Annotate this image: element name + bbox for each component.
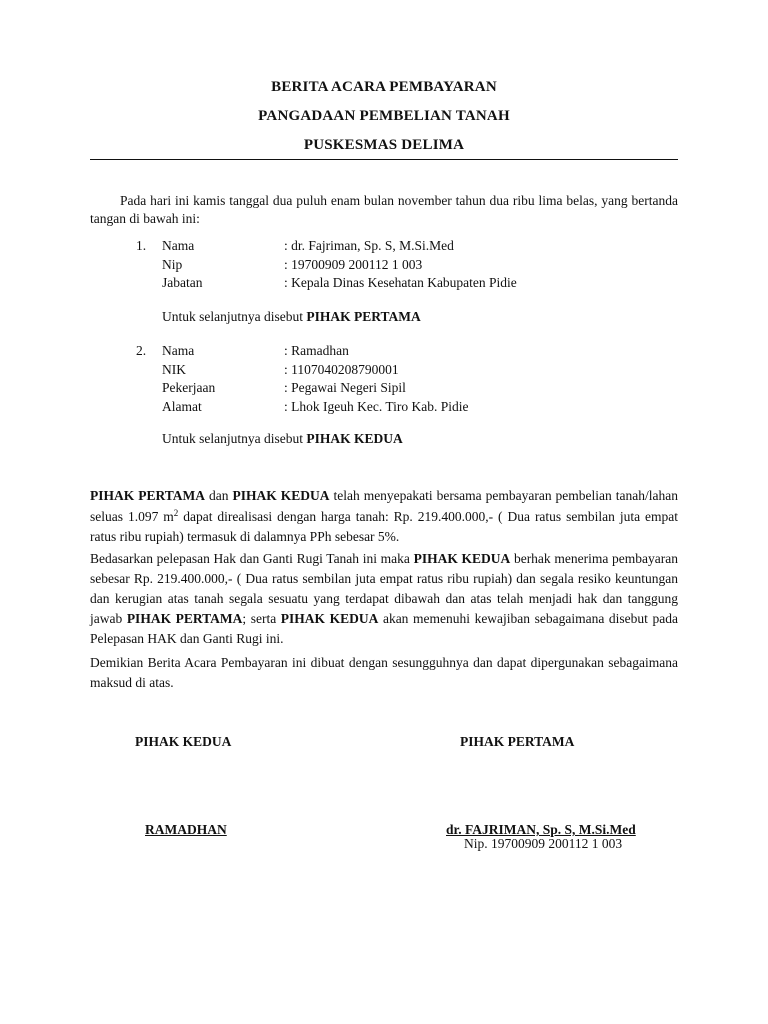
party-two-value-pekerjaan: : Pegawai Negeri Sipil [284, 380, 406, 395]
signature-nip-right: Nip. 19700909 200112 1 003 [464, 836, 623, 851]
document-title-line1: BERITA ACARA PEMBAYARAN [271, 79, 497, 95]
signature-name-right: dr. FAJRIMAN, Sp. S, M.Si.Med [446, 822, 636, 837]
party-two-label-alamat: Alamat [162, 398, 202, 414]
party-one-designation-text: Untuk selanjutnya disebut [162, 309, 307, 324]
agreement-party-one: PIHAK PERTAMA [90, 488, 206, 503]
party-two-value-name: : Ramadhan [284, 343, 349, 358]
party-two-value-alamat: : Lhok Igeuh Kec. Tiro Kab. Pidie [284, 398, 469, 414]
signature-name-left: RAMADHAN [145, 822, 227, 837]
party-two-value-nik: : 1107040208790001 [284, 361, 399, 377]
party-two-label-pekerjaan: Pekerjaan [162, 380, 216, 395]
signature-heading-left: PIHAK KEDUA [135, 734, 232, 749]
intro-paragraph: Pada hari ini kamis tanggal dua puluh enam bulan november tahun dua ribu lima belas, yang bertanda tangan di bawah ini: [90, 193, 678, 226]
party-one-label-jabatan: Jabatan [162, 275, 203, 290]
basis-party-one: PIHAK PERTAMA [126, 611, 243, 626]
party-one-value-name: : dr. Fajriman, Sp. S, M.Si.Med [284, 238, 454, 253]
party-two-number: 2. [136, 343, 147, 358]
basis-text-2: berhak menerima pembayaran sebesar Rp. 219.400.000,- ( Dua ratus sembilan juta empat ratus ribu rupiah) dan segala resiko keuntungan dan kerugian atas tanah segala sesuatu yang terdapat dibawah dan atas telah menjadi hak dan tanggung jawab [90, 551, 678, 626]
basis-party-two: PIHAK KEDUA [413, 551, 511, 566]
agreement-text-2: telah menyepakati bersama pembayaran pembelian tanah/lahan seluas 1.097 m [90, 488, 678, 524]
basis-paragraph [90, 549, 678, 649]
party-one-label-name: Nama [162, 238, 195, 253]
party-one-label-nip: Nip [162, 256, 183, 272]
agreement-party-two: PIHAK KEDUA [232, 488, 330, 503]
agreement-paragraph [90, 486, 678, 548]
agreement-text-3: dapat direalisasi dengan harga tanah: Rp. 219.400.000,- ( Dua ratus sembilan juta empat ratus ribu rupiah) termasuk di dalamnya PPh sebesar 5%. [90, 508, 678, 544]
basis-party-two-again: PIHAK KEDUA [280, 611, 379, 626]
document-title-line3: PUSKESMAS DELIMA [303, 137, 465, 153]
party-one-value-jabatan: : Kepala Dinas Kesehatan Kabupaten Pidie [284, 275, 517, 290]
party-two-label-nik: NIK [162, 361, 186, 377]
document-title-line2: PANGADAAN PEMBELIAN TANAH [258, 108, 510, 124]
area-unit-superscript: 2 [173, 507, 179, 518]
signature-heading-right: PIHAK PERTAMA [460, 734, 575, 749]
basis-text-4: akan memenuhi kewajiban sebagaimana disebut pada Pelepasan HAK dan Ganti Rugi ini. [90, 611, 678, 646]
party-one-number: 1. [136, 238, 147, 253]
party-one-designation [162, 308, 421, 326]
agreement-text-1: dan [205, 488, 233, 503]
party-one-value-nip: : 19700909 200112 1 003 [284, 256, 423, 272]
closing-paragraph: Demikian Berita Acara Pembayaran ini dibuat dengan sesungguhnya dan dapat dipergunakan sebagaimana maksud di atas. [90, 655, 678, 690]
party-one-designation-bold: PIHAK PERTAMA [306, 309, 421, 324]
title-underline-rule [90, 159, 678, 160]
party-two-label-name: Nama [162, 343, 195, 358]
party-two-designation-text: Untuk selanjutnya disebut [162, 431, 307, 446]
party-two-designation-bold: PIHAK KEDUA [306, 431, 403, 446]
party-two-designation [162, 430, 403, 448]
basis-text-3: ; serta [242, 611, 281, 626]
basis-text-1: Bedasarkan pelepasan Hak dan Ganti Rugi Tanah ini maka [90, 551, 414, 566]
